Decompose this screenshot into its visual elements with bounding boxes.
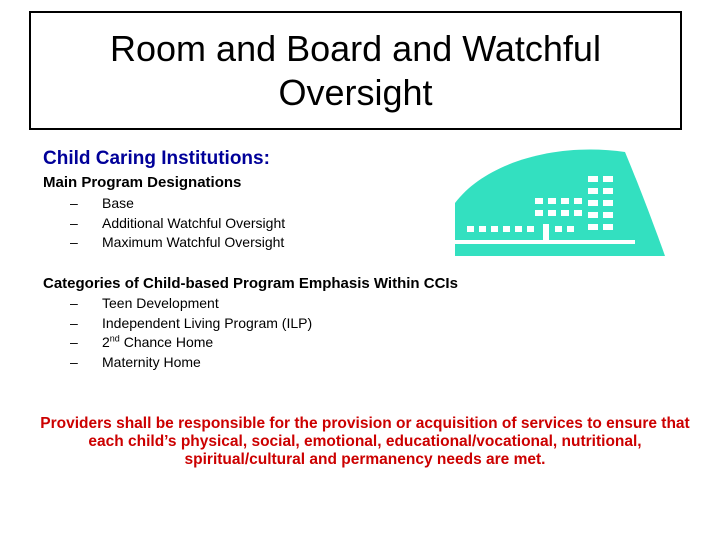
list-item-text: Base bbox=[102, 195, 134, 211]
categories-label: Categories of Child-based Program Emphasis Within CCIs bbox=[43, 275, 458, 292]
list-item-text: Maternity Home bbox=[102, 353, 201, 370]
title-box bbox=[29, 11, 682, 130]
list-item bbox=[70, 314, 312, 334]
list-item bbox=[70, 353, 312, 373]
list-item bbox=[70, 233, 285, 253]
dash-bullet: – bbox=[70, 334, 78, 350]
list-item bbox=[70, 214, 285, 234]
dash-bullet: – bbox=[70, 234, 78, 250]
dash-bullet: – bbox=[70, 295, 78, 311]
page-title-line-2: Oversight bbox=[278, 71, 433, 113]
dash-bullet: – bbox=[70, 353, 78, 370]
list-item-text bbox=[102, 333, 213, 353]
building-icon bbox=[455, 148, 670, 258]
dash-bullet: – bbox=[70, 314, 78, 331]
page-title-line-1: Room and Board and Watchful bbox=[110, 27, 601, 69]
list-item-text: Teen Development bbox=[102, 295, 219, 311]
providers-note: Providers shall be responsible for the provision or acquisition of services to ensure that each child’s physical, social, emotional, educational/vocational, nutritional, spiritual/cultural and permanency needs are met. bbox=[40, 415, 690, 468]
dash-bullet: – bbox=[70, 214, 78, 231]
list-item-text: Independent Living Program (ILP) bbox=[102, 314, 313, 331]
page-title bbox=[110, 27, 601, 115]
designations-list bbox=[70, 194, 285, 253]
list-item bbox=[70, 294, 312, 314]
ordinal-suffix: nd bbox=[109, 333, 120, 344]
categories-list bbox=[70, 294, 312, 372]
list-item bbox=[70, 333, 312, 353]
dash-bullet: – bbox=[70, 195, 78, 211]
list-item-text: Maximum Watchful Oversight bbox=[102, 234, 285, 250]
list-item-text: Additional Watchful Oversight bbox=[102, 214, 286, 231]
ordinal-number: 2 bbox=[102, 334, 110, 350]
list-item bbox=[70, 194, 285, 214]
list-item-remainder: Chance Home bbox=[119, 334, 214, 350]
designations-label: Main Program Designations bbox=[43, 174, 242, 191]
section-heading: Child Caring Institutions: bbox=[43, 148, 270, 169]
